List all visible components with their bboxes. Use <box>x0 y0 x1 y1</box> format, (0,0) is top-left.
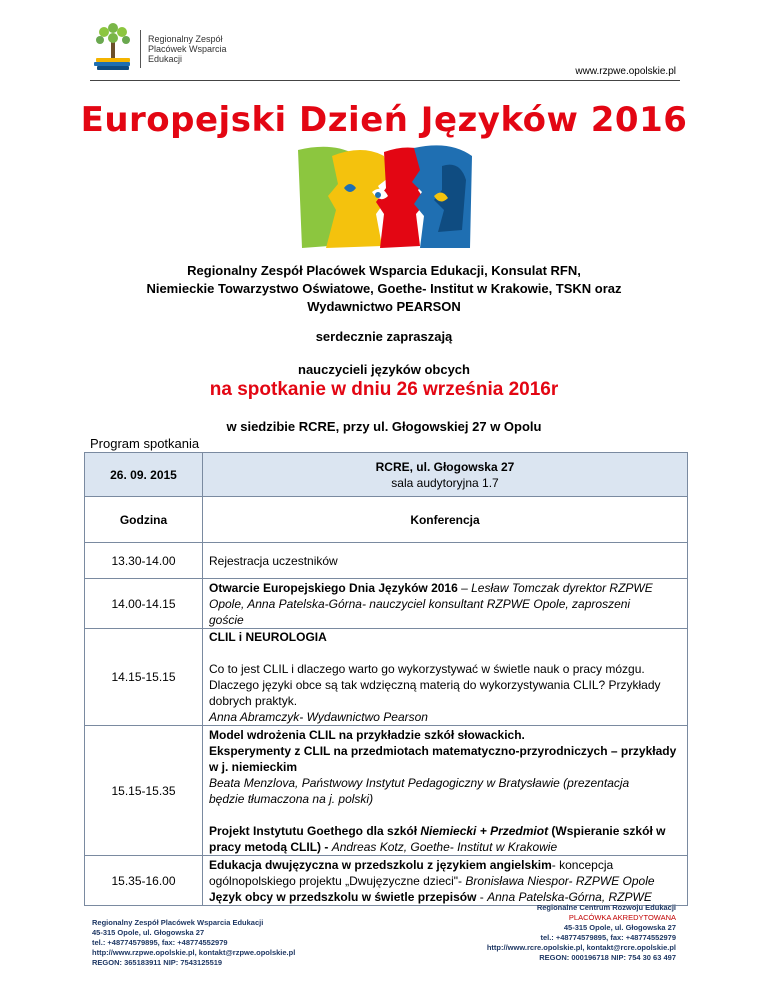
accreditation-text: PLACÓWKA AKREDYTOWANA <box>568 913 676 922</box>
event-text: goście <box>209 612 244 627</box>
time-cell: 14.15-15.15 <box>85 629 203 726</box>
event-text: Opole, Anna Patelska-Górna- nauczyciel konsultant RZPWE Opole, zaproszeni <box>209 596 631 611</box>
meeting-date: na spotkanie w dniu 26 września 2016r <box>209 379 559 400</box>
event-line <box>209 661 681 677</box>
event-text: CLIL i NEUROLOGIA <box>209 630 327 644</box>
event-cell <box>203 856 688 906</box>
event-line <box>209 743 681 759</box>
event-text: Beata Menzlova, Państwowy Instytut Pedagogiczny w Bratysławie (prezentacja <box>209 775 630 790</box>
event-text: będzie tłumaczona na j. polski) <box>209 791 374 806</box>
event-text: Andreas Kotz, Goethe- Institut w Krakowie <box>331 839 558 854</box>
event-line <box>209 553 681 569</box>
event-line <box>209 580 681 596</box>
organizers-line: Wydawnictwo PEARSON <box>307 299 461 314</box>
site-url-link[interactable]: www.rzpwe.opolskie.pl <box>575 66 676 77</box>
footer-line: Regionalne Centrum Rozwoju Edukacji <box>536 903 676 912</box>
event-line <box>209 612 681 628</box>
time-cell: 15.15-15.35 <box>85 726 203 856</box>
place-name: RCRE, ul. Głogowska 27 <box>375 459 515 474</box>
event-text: Bronisława Niespor- RZPWE Opole <box>465 873 655 888</box>
event-line <box>209 791 681 807</box>
event-text: Anna Abramczyk- Wydawnictwo Pearson <box>209 710 428 724</box>
venue-text: w siedzibie RCRE, przy ul. Głogowskiej 27 w Opolu <box>226 419 542 434</box>
event-text: Model wdrożenia CLIL na przykładzie szkół słowackich. <box>209 727 525 742</box>
event-cell <box>203 629 688 726</box>
logo-line: Regionalny Zespół <box>148 34 223 44</box>
footer-line: 45-315 Opole, ul. Głogowska 27 <box>92 928 205 937</box>
invite-text: serdecznie zapraszają <box>315 329 453 344</box>
event-text: - <box>476 889 488 904</box>
organizers-line: Niemieckie Towarzystwo Oświatowe, Goethe- Institut w Krakowie, TSKN oraz <box>146 281 622 296</box>
time-cell: 13.30-14.00 <box>85 543 203 579</box>
organizers <box>0 262 768 316</box>
organizers-line: Regionalny Zespół Placówek Wsparcia Edukacji, Konsulat RFN, <box>187 263 581 278</box>
event-cell <box>203 543 688 579</box>
event-text: Język obcy w przedszkolu w świetle przepisów <box>209 889 477 904</box>
footer-right <box>487 903 676 963</box>
table-header-row <box>85 453 688 497</box>
event-line <box>209 677 681 693</box>
logo-text <box>148 34 227 64</box>
event-line <box>209 775 681 791</box>
event-line <box>209 823 681 839</box>
footer-line: 45-315 Opole, ul. Głogowska 27 <box>563 923 676 932</box>
col-event-header: Konferencja <box>203 497 688 543</box>
event-text: Lesław Tomczak dyrektor RZPWE <box>471 580 653 595</box>
page-title: Europejski Dzień Języków 2016 <box>80 100 688 140</box>
event-text: Dlaczego języki obce są tak wdzięczną materią do wykorzystywania CLIL? Przykłady <box>209 678 661 692</box>
footer-line: REGON: 000196718 NIP: 754 30 63 497 <box>539 953 676 962</box>
event-text: – <box>457 580 472 595</box>
event-text: Otwarcie Europejskiego Dnia Języków 2016 <box>209 580 458 595</box>
footer-line: Regionalny Zespół Placówek Wsparcia Edukacji <box>92 918 264 927</box>
footer-line: REGON: 365183911 NIP: 7543125519 <box>92 958 223 967</box>
footer-line: tel.: +48774579895, fax: +48774552979 <box>540 933 676 942</box>
header-divider <box>90 80 680 81</box>
table-row <box>85 856 688 906</box>
footer-line: tel.: +48774579895, fax: +48774552979 <box>92 938 228 947</box>
event-text: Anna Patelska-Górna, RZPWE <box>487 889 652 904</box>
event-line <box>209 873 681 889</box>
event-cell <box>203 726 688 856</box>
place-room: sala audytoryjna 1.7 <box>391 475 499 490</box>
event-text: w j. niemieckim <box>209 759 298 774</box>
event-line <box>209 629 681 645</box>
event-line <box>209 596 681 612</box>
language-day-logo-icon <box>292 140 476 252</box>
tree-logo-icon <box>92 18 134 74</box>
program-table <box>84 452 688 906</box>
event-text: Co to jest CLIL i dlaczego warto go wykorzystywać w świetle nauk o pracy mózgu. <box>209 662 645 676</box>
event-text: Edukacja dwujęzyczna w przedszkolu z językiem angielskim <box>209 857 552 872</box>
event-text: - koncepcja <box>551 857 614 872</box>
event-text: Projekt Instytutu Goethego dla szkół <box>209 823 421 838</box>
event-text: (Wspieranie szkół w <box>548 823 666 838</box>
event-text: dobrych praktyk. <box>209 694 298 708</box>
event-line <box>209 709 681 725</box>
event-line <box>209 759 681 775</box>
event-text: Niemiecki + Przedmiot <box>420 823 549 838</box>
table-row <box>85 629 688 726</box>
program-label: Program spotkania <box>90 436 200 451</box>
logo-divider <box>140 30 141 68</box>
time-cell: 14.00-14.15 <box>85 579 203 629</box>
event-line <box>209 693 681 709</box>
table-row <box>85 726 688 856</box>
table-header-row <box>85 497 688 543</box>
table-row <box>85 579 688 629</box>
place-cell <box>203 453 688 497</box>
event-text: pracy metodą CLIL) - <box>209 839 332 854</box>
event-line <box>209 839 681 855</box>
table-row <box>85 543 688 579</box>
logo-line: Edukacji <box>148 54 183 64</box>
col-time-header: Godzina <box>85 497 203 543</box>
event-text: ogólnopolskiego projektu „Dwujęzyczne dzieci"- <box>209 873 466 888</box>
event-cell <box>203 579 688 629</box>
date-cell: 26. 09. 2015 <box>85 453 203 497</box>
event-line <box>209 727 681 743</box>
audience-text: nauczycieli języków obcych <box>298 362 470 377</box>
event-line <box>209 857 681 873</box>
logo-line: Placówek Wsparcia <box>148 44 227 54</box>
event-text: Rejestracja uczestników <box>209 553 338 568</box>
time-cell: 15.35-16.00 <box>85 856 203 906</box>
event-line <box>209 807 681 823</box>
footer-left <box>92 918 295 968</box>
event-line <box>209 645 681 661</box>
footer-link[interactable]: http://www.rzpwe.opolskie.pl, kontakt@rzpwe.opolskie.pl <box>92 948 296 957</box>
footer-link[interactable]: http://www.rcre.opolskie.pl, kontakt@rcre.opolskie.pl <box>486 943 676 952</box>
event-text: Eksperymenty z CLIL na przedmiotach matematyczno-przyrodniczych – przykłady <box>209 743 677 758</box>
